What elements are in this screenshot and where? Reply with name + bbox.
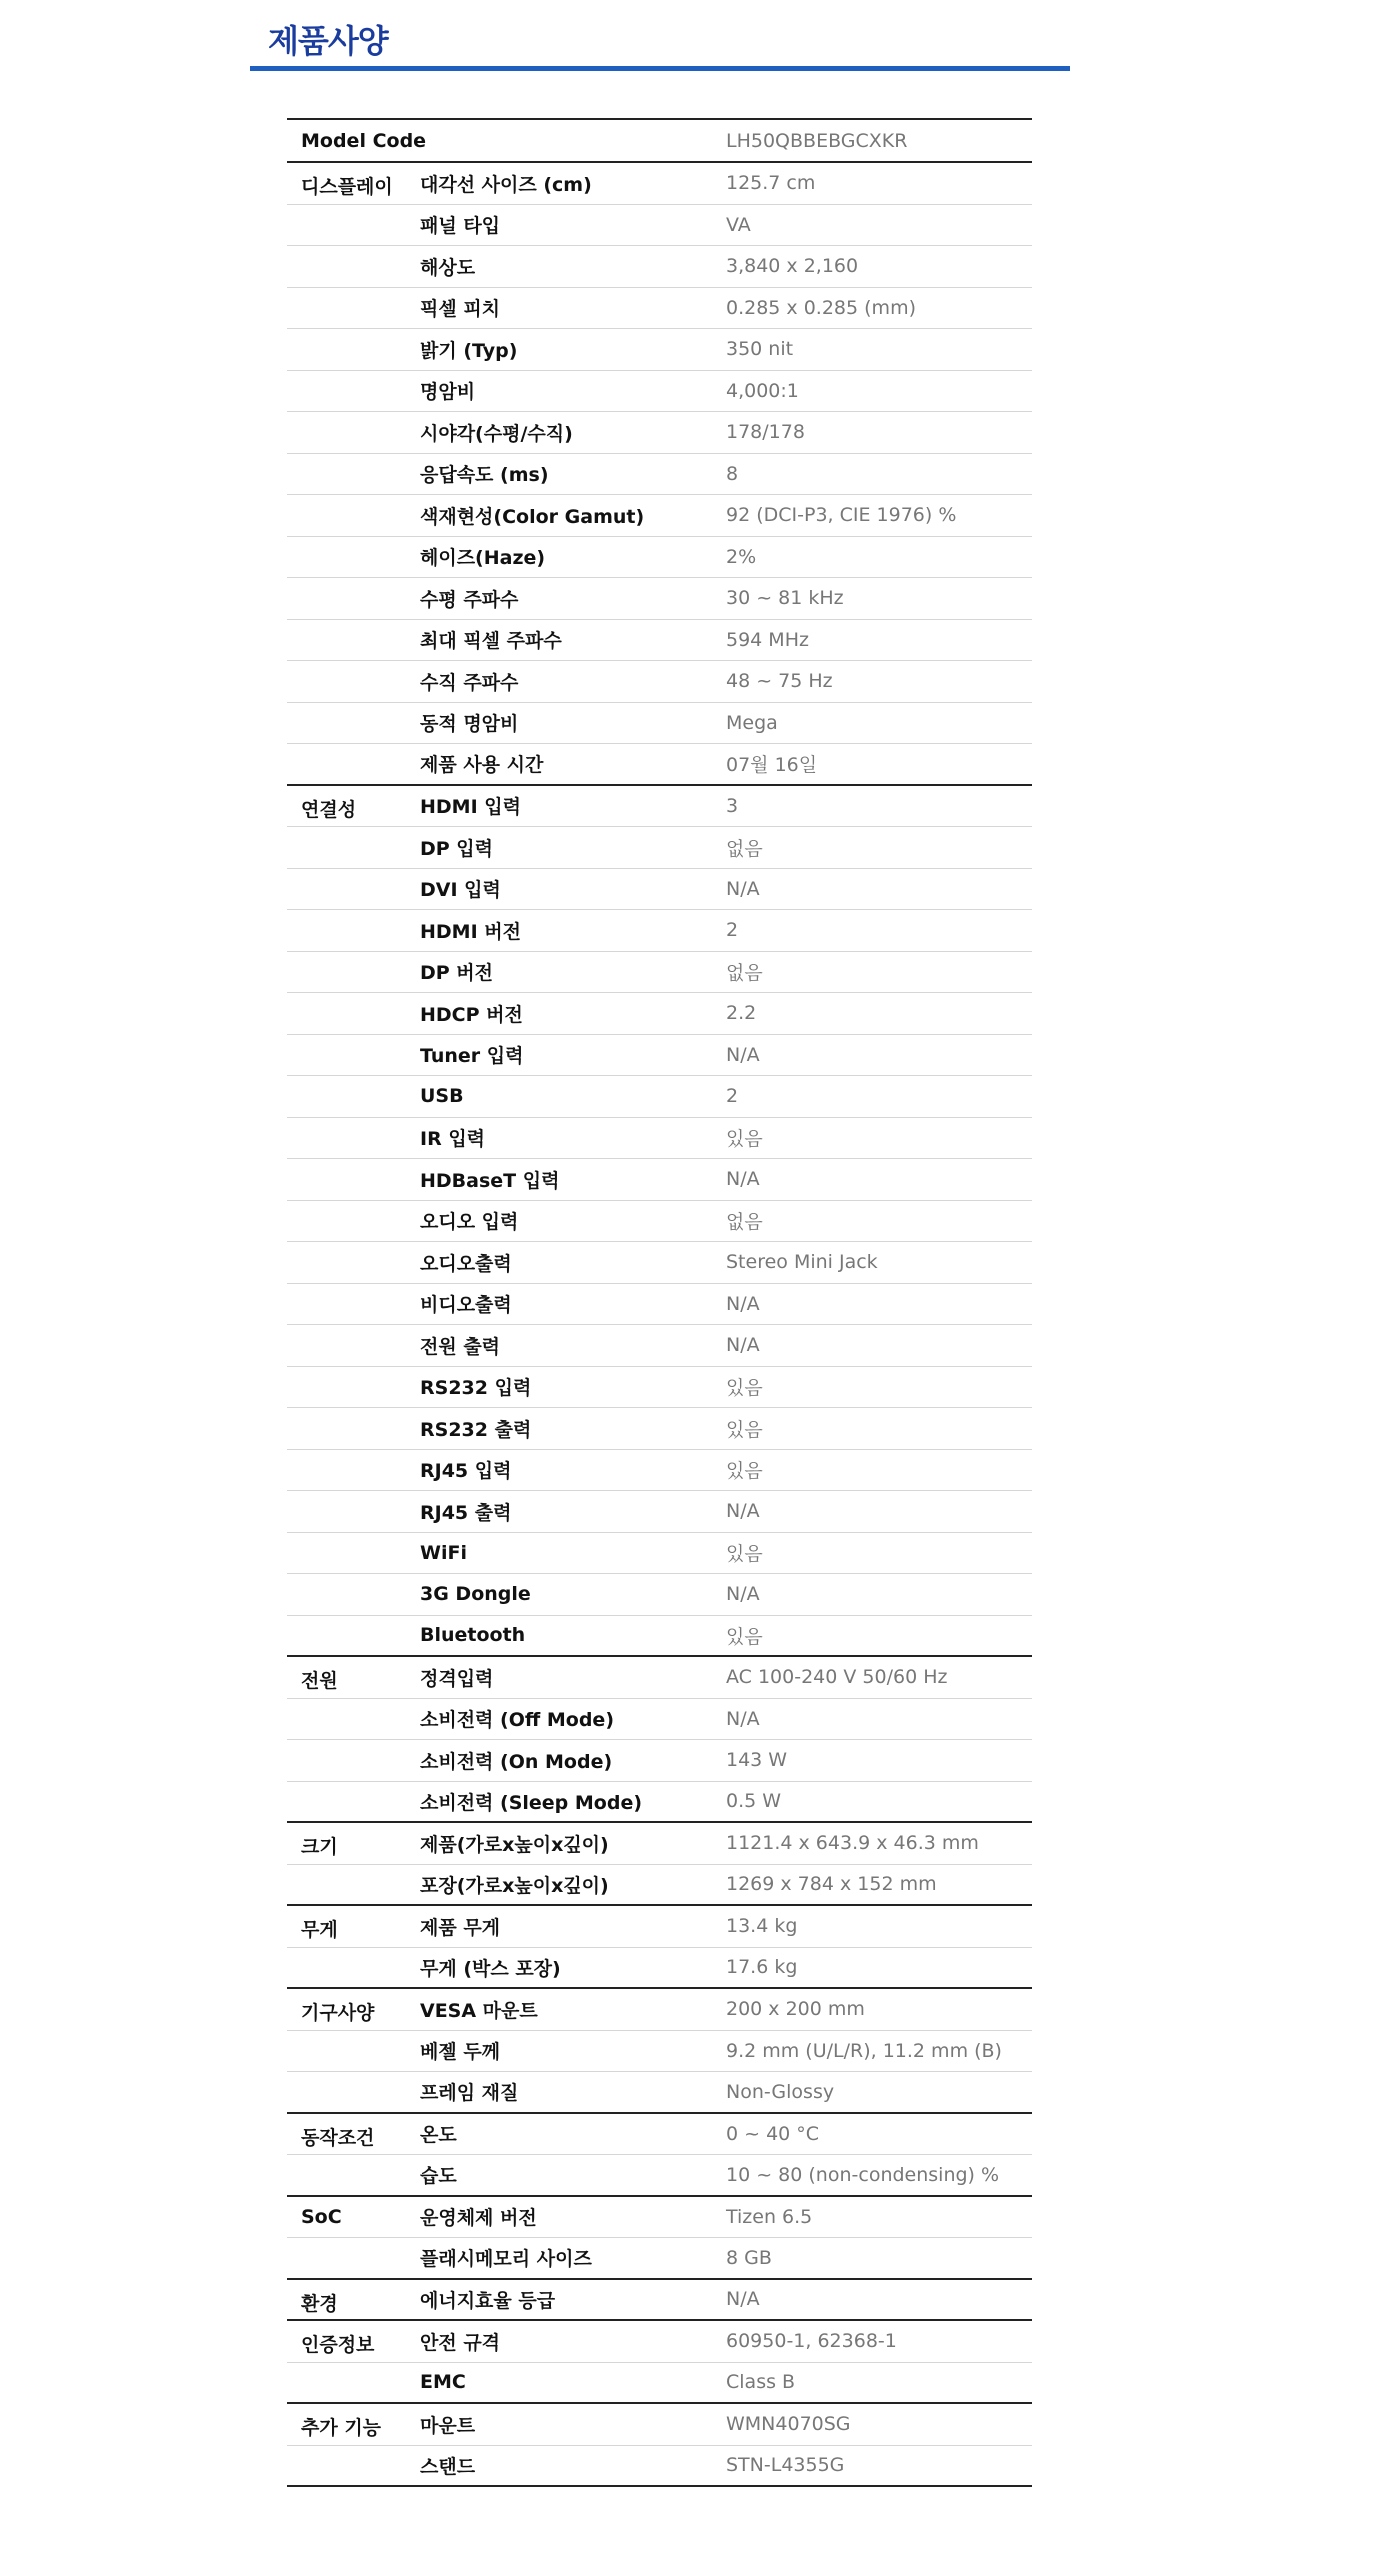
spec-label: 소비전력 (Off Mode) <box>420 1709 615 1732</box>
spec-category-empty <box>287 703 420 712</box>
spec-category-empty <box>287 1574 420 1583</box>
spec-value: Stereo Mini Jack <box>726 1251 878 1274</box>
spec-value: N/A <box>726 1334 760 1357</box>
spec-value: N/A <box>726 1292 760 1315</box>
spec-row <box>287 1989 1032 2031</box>
spec-row <box>287 744 1032 786</box>
spec-category: 크기 <box>301 1836 338 1858</box>
spec-value: N/A <box>726 1583 760 1606</box>
spec-value: 10 ~ 80 (non-condensing) % <box>726 2163 1000 2186</box>
spec-row <box>287 1616 1032 1658</box>
title-underline <box>250 66 1070 71</box>
spec-row <box>287 952 1032 994</box>
spec-category-empty <box>287 205 420 214</box>
spec-row <box>287 2072 1032 2114</box>
spec-value: 9.2 mm (U/L/R), 11.2 mm (B) <box>726 2039 1002 2062</box>
spec-category: 동작조건 <box>301 2126 375 2149</box>
spec-category-empty <box>287 1948 420 1957</box>
spec-category-empty <box>287 1699 420 1708</box>
spec-value: 있음 <box>726 1377 763 1400</box>
spec-category-empty <box>287 1450 420 1459</box>
spec-row <box>287 329 1032 371</box>
spec-category: 기구사양 <box>301 2002 375 2024</box>
spec-category-empty <box>287 1284 420 1293</box>
spec-label: 색재현성(Color Gamut) <box>420 505 645 528</box>
spec-value: 있음 <box>726 1543 763 1566</box>
spec-value: 92 (DCI-P3, CIE 1976) % <box>726 504 957 527</box>
spec-value: 8 GB <box>726 2246 772 2269</box>
spec-label: RS232 출력 <box>420 1418 532 1441</box>
spec-category: 전원 <box>301 1670 338 1692</box>
spec-value: 4,000:1 <box>726 379 799 402</box>
spec-label: VESA 마운트 <box>420 1999 538 2022</box>
spec-value: Tizen 6.5 <box>726 2205 813 2228</box>
spec-row <box>287 1657 1032 1699</box>
spec-value: 있음 <box>726 1418 763 1441</box>
spec-row <box>287 1906 1032 1948</box>
spec-label: 패널 타입 <box>420 215 501 238</box>
spec-row <box>287 1408 1032 1450</box>
spec-row <box>287 288 1032 330</box>
spec-label: 응답속도 (ms) <box>420 464 549 487</box>
spec-label: 수직 주파수 <box>420 671 519 694</box>
spec-label: 베젤 두께 <box>420 2041 501 2064</box>
spec-row <box>287 1574 1032 1616</box>
spec-row <box>287 2197 1032 2239</box>
spec-label: 정격입력 <box>420 1667 494 1690</box>
spec-value: Mega <box>726 711 778 734</box>
spec-category-empty <box>287 246 420 255</box>
spec-category-empty <box>287 1242 420 1251</box>
spec-row <box>287 371 1032 413</box>
spec-label: 비디오출력 <box>420 1294 512 1317</box>
spec-value: 48 ~ 75 Hz <box>726 670 833 693</box>
spec-category-empty <box>287 1533 420 1542</box>
spec-row <box>287 1491 1032 1533</box>
spec-label: 밝기 (Typ) <box>420 339 518 362</box>
spec-label: 시야각(수평/수직) <box>420 422 573 445</box>
spec-category-empty <box>287 869 420 878</box>
model-code-row <box>287 120 1032 163</box>
spec-label: USB <box>420 1085 464 1108</box>
spec-category-empty <box>287 1159 420 1168</box>
spec-label: RS232 입력 <box>420 1377 532 1400</box>
spec-row <box>287 703 1032 745</box>
spec-label: 수평 주파수 <box>420 588 519 611</box>
spec-value: Non-Glossy <box>726 2080 835 2103</box>
spec-label: 무게 (박스 포장) <box>420 1957 561 1980</box>
spec-value: N/A <box>726 1043 760 1066</box>
spec-row <box>287 2363 1032 2405</box>
spec-row <box>287 578 1032 620</box>
spec-value: 1269 x 784 x 152 mm <box>726 1873 937 1896</box>
spec-row <box>287 2155 1032 2197</box>
spec-category-empty <box>287 1367 420 1376</box>
spec-label: 제품 사용 시간 <box>420 754 544 777</box>
spec-row <box>287 1823 1032 1865</box>
spec-value: 없음 <box>726 837 763 860</box>
spec-row <box>287 1201 1032 1243</box>
spec-value: 350 nit <box>726 338 794 361</box>
spec-row <box>287 1035 1032 1077</box>
spec-value: 594 MHz <box>726 628 809 651</box>
spec-label: 3G Dongle <box>420 1583 531 1606</box>
spec-label: 소비전력 (Sleep Mode) <box>420 1791 643 1814</box>
spec-label: Tuner 입력 <box>420 1045 524 1068</box>
spec-category-empty <box>287 537 420 546</box>
spec-table <box>287 118 1032 2487</box>
spec-label: 해상도 <box>420 256 476 279</box>
spec-label: IR 입력 <box>420 1128 486 1151</box>
spec-row <box>287 827 1032 869</box>
spec-value: N/A <box>726 1168 760 1191</box>
spec-category-empty <box>287 744 420 753</box>
spec-category-empty <box>287 2363 420 2372</box>
spec-label: HDCP 버전 <box>420 1003 523 1026</box>
spec-category-empty <box>287 1865 420 1874</box>
spec-category-empty <box>287 2446 420 2455</box>
spec-value: N/A <box>726 2288 760 2311</box>
spec-category: SoC <box>301 2205 342 2228</box>
spec-label: 플래시메모리 사이즈 <box>420 2248 592 2271</box>
spec-row <box>287 1242 1032 1284</box>
spec-row <box>287 1159 1032 1201</box>
spec-value: 1121.4 x 643.9 x 46.3 mm <box>726 1832 979 1855</box>
spec-category-empty <box>287 993 420 1002</box>
spec-category: 인증정보 <box>301 2334 375 2356</box>
spec-label: 최대 픽셀 주파수 <box>420 630 562 653</box>
spec-category: 디스플레이 <box>301 176 393 198</box>
spec-label: 픽셀 피치 <box>420 298 501 321</box>
spec-label: HDMI 입력 <box>420 796 521 819</box>
spec-label: DP 버전 <box>420 962 494 985</box>
page-title: 제품사양 <box>268 22 388 60</box>
spec-label: DVI 입력 <box>420 879 501 902</box>
spec-row <box>287 661 1032 703</box>
spec-value: 17.6 kg <box>726 1956 798 1979</box>
spec-category-empty <box>287 454 420 463</box>
spec-label: 에너지효율 등급 <box>420 2289 556 2312</box>
spec-value: 없음 <box>726 1211 763 1234</box>
spec-category: 연결성 <box>301 798 357 821</box>
spec-row <box>287 246 1032 288</box>
spec-value: 0 ~ 40 °C <box>726 2122 820 2145</box>
spec-row <box>287 2404 1032 2446</box>
spec-category-empty <box>287 1076 420 1085</box>
spec-label: 포장(가로x높이x깊이) <box>420 1874 609 1897</box>
spec-value: 3,840 x 2,160 <box>726 255 859 278</box>
spec-value: 2% <box>726 545 757 568</box>
spec-row <box>287 205 1032 247</box>
spec-value: 60950-1, 62368-1 <box>726 2330 897 2353</box>
spec-label: HDMI 버전 <box>420 920 521 943</box>
spec-value: 있음 <box>726 1460 763 1483</box>
spec-value: 2.2 <box>726 1002 757 1025</box>
spec-value: 2 <box>726 919 739 942</box>
spec-row <box>287 786 1032 828</box>
spec-label: 동적 명암비 <box>420 713 519 736</box>
spec-category-empty <box>287 620 420 629</box>
spec-category-empty <box>287 1408 420 1417</box>
spec-value: 200 x 200 mm <box>726 1998 865 2021</box>
spec-category-empty <box>287 2238 420 2247</box>
spec-row <box>287 495 1032 537</box>
spec-label: 대각선 사이즈 (cm) <box>420 173 592 196</box>
spec-row <box>287 1325 1032 1367</box>
spec-label: 제품 무게 <box>420 1916 501 1939</box>
spec-category-empty <box>287 661 420 670</box>
spec-label: 안전 규격 <box>420 2331 501 2354</box>
spec-row <box>287 2321 1032 2363</box>
spec-value: 07월 16일 <box>726 754 818 777</box>
spec-value: STN-L4355G <box>726 2454 845 2477</box>
spec-row <box>287 1284 1032 1326</box>
spec-label: 온도 <box>420 2124 457 2147</box>
spec-category-empty <box>287 1035 420 1044</box>
spec-label: 전원 출력 <box>420 1335 501 1358</box>
spec-value: 0.285 x 0.285 (mm) <box>726 296 916 319</box>
spec-category-empty <box>287 1201 420 1210</box>
spec-category-empty <box>287 1616 420 1625</box>
spec-label: 오디오출력 <box>420 1252 512 1275</box>
spec-category-empty <box>287 2031 420 2040</box>
spec-category-empty <box>287 827 420 836</box>
spec-value: 2 <box>726 1085 739 1108</box>
spec-category-empty <box>287 288 420 297</box>
spec-value: 8 <box>726 462 739 485</box>
spec-category-empty <box>287 2155 420 2164</box>
spec-category-empty <box>287 412 420 421</box>
spec-row <box>287 2238 1032 2280</box>
spec-row <box>287 163 1032 205</box>
spec-value: 있음 <box>726 1128 763 1151</box>
spec-row <box>287 869 1032 911</box>
spec-row <box>287 1533 1032 1575</box>
spec-label: WiFi <box>420 1541 467 1564</box>
spec-row <box>287 2446 1032 2488</box>
spec-category: 무게 <box>301 1919 338 1941</box>
spec-category-empty <box>287 1782 420 1791</box>
spec-value: N/A <box>726 1500 760 1523</box>
spec-row <box>287 1076 1032 1118</box>
spec-row <box>287 620 1032 662</box>
spec-label: DP 입력 <box>420 837 494 860</box>
spec-row <box>287 537 1032 579</box>
spec-row <box>287 2114 1032 2156</box>
spec-category-empty <box>287 1118 420 1127</box>
spec-value: 143 W <box>726 1749 788 1772</box>
spec-value: AC 100-240 V 50/60 Hz <box>726 1666 948 1689</box>
spec-value: Class B <box>726 2371 796 2394</box>
spec-row <box>287 454 1032 496</box>
spec-category-empty <box>287 578 420 587</box>
spec-value: 13.4 kg <box>726 1915 798 1938</box>
spec-category: 추가 기능 <box>301 2417 382 2439</box>
spec-value: N/A <box>726 877 760 900</box>
spec-label: 마운트 <box>420 2414 476 2437</box>
spec-row <box>287 1450 1032 1492</box>
spec-category-empty <box>287 1740 420 1749</box>
spec-category-empty <box>287 1491 420 1500</box>
spec-label: 스탠드 <box>420 2455 476 2478</box>
spec-category-empty <box>287 910 420 919</box>
spec-value: WMN4070SG <box>726 2413 851 2436</box>
spec-label: HDBaseT 입력 <box>420 1169 560 1192</box>
spec-label: 습도 <box>420 2165 457 2188</box>
spec-value: VA <box>726 213 751 236</box>
spec-row <box>287 2280 1032 2322</box>
spec-row <box>287 1948 1032 1990</box>
spec-category-empty <box>287 952 420 961</box>
spec-label: 명암비 <box>420 381 476 404</box>
spec-row <box>287 1740 1032 1782</box>
spec-category-empty <box>287 371 420 380</box>
spec-label: RJ45 출력 <box>420 1501 512 1524</box>
spec-label: 제품(가로x높이x깊이) <box>420 1833 609 1856</box>
spec-value: 3 <box>726 794 739 817</box>
spec-value: 없음 <box>726 962 763 985</box>
spec-value: 125.7 cm <box>726 172 816 195</box>
spec-value: 있음 <box>726 1625 763 1648</box>
spec-label: RJ45 입력 <box>420 1460 512 1483</box>
spec-row <box>287 412 1032 454</box>
model-code-value: LH50QBBEBGCXKR <box>726 129 908 152</box>
spec-row <box>287 993 1032 1035</box>
spec-row <box>287 1865 1032 1907</box>
spec-category: 환경 <box>301 2292 338 2315</box>
spec-category-empty <box>287 329 420 338</box>
model-code-label: Model Code <box>301 129 427 152</box>
spec-category-empty <box>287 1325 420 1334</box>
spec-label: EMC <box>420 2371 466 2394</box>
spec-row <box>287 1782 1032 1824</box>
spec-label: 오디오 입력 <box>420 1211 519 1234</box>
spec-row <box>287 1367 1032 1409</box>
spec-value: 178/178 <box>726 421 805 444</box>
spec-category-empty <box>287 495 420 504</box>
spec-row <box>287 1118 1032 1160</box>
spec-value: N/A <box>726 1707 760 1730</box>
spec-label: 운영체제 버전 <box>420 2207 537 2230</box>
spec-label: 프레임 재질 <box>420 2082 519 2105</box>
spec-row <box>287 910 1032 952</box>
spec-label: 헤이즈(Haze) <box>420 547 546 570</box>
spec-row <box>287 2031 1032 2073</box>
spec-value: 30 ~ 81 kHz <box>726 587 844 610</box>
spec-category-empty <box>287 2072 420 2081</box>
spec-value: 0.5 W <box>726 1790 782 1813</box>
spec-label: Bluetooth <box>420 1624 526 1647</box>
spec-row <box>287 1699 1032 1741</box>
spec-label: 소비전력 (On Mode) <box>420 1750 613 1773</box>
